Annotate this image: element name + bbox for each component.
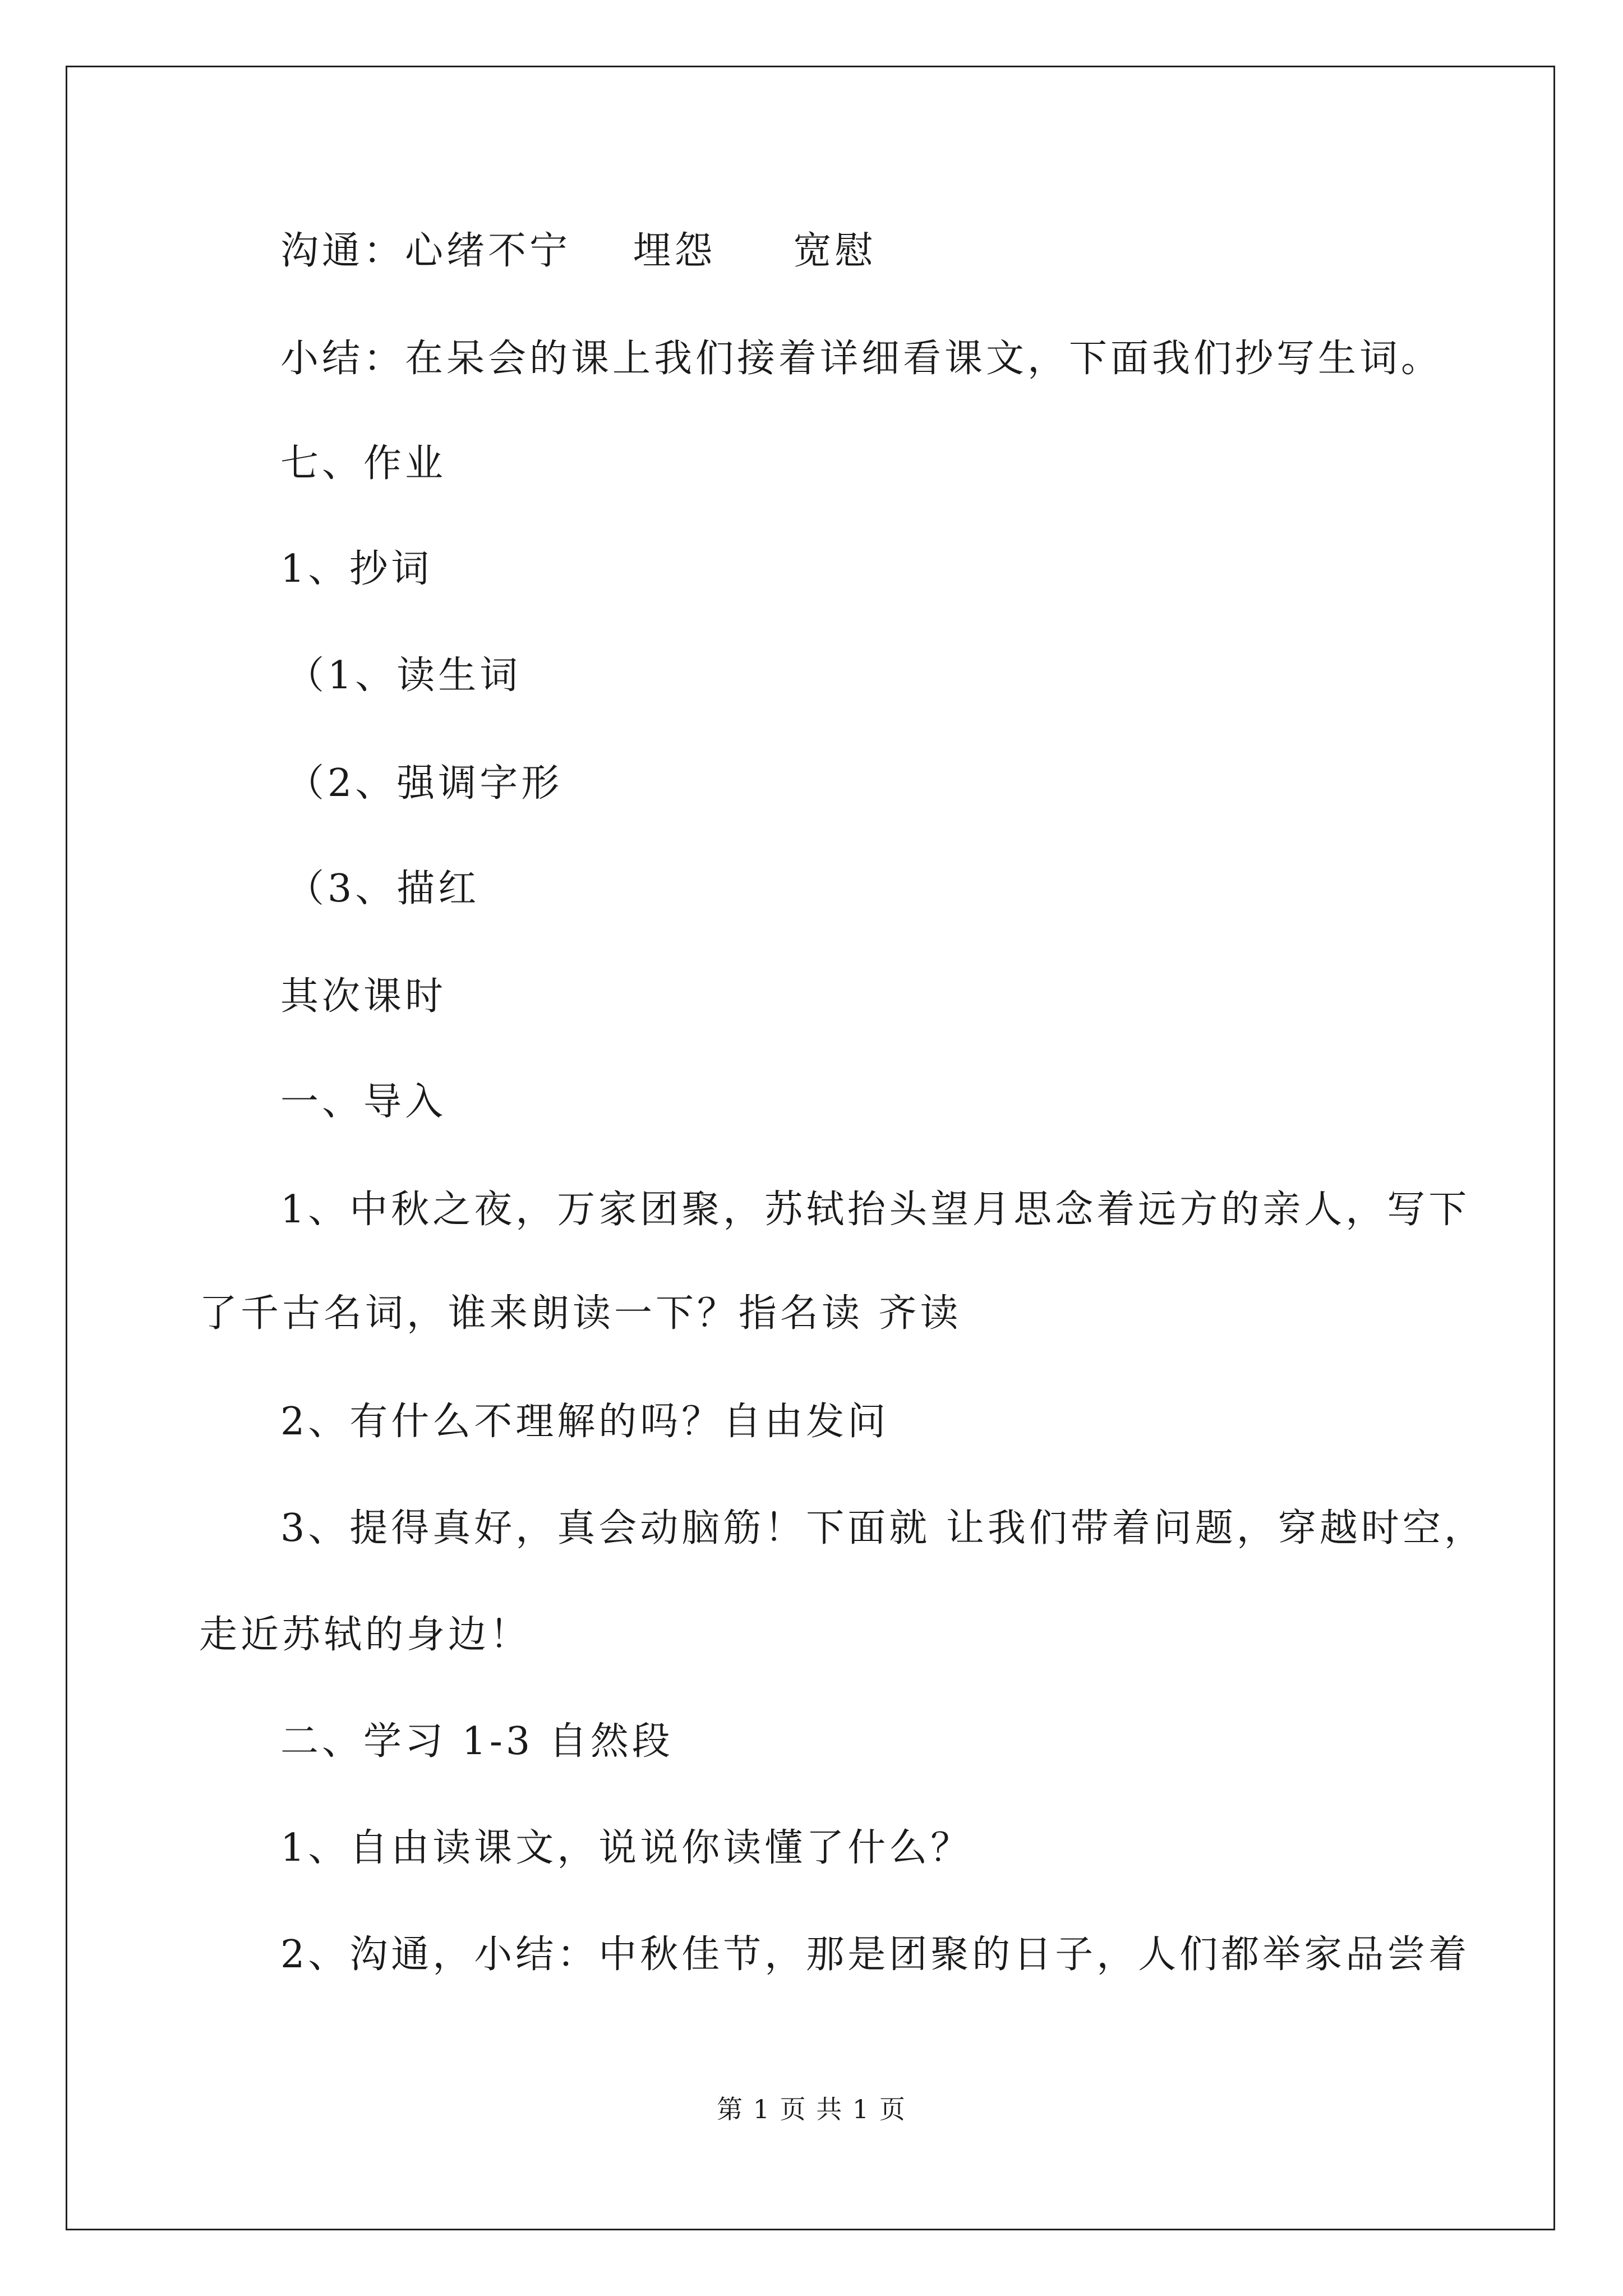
- text-line-15: 二、学习 1-3 自然段: [280, 1719, 674, 1764]
- text-line-10: 1、中秋之夜，万家团聚，苏轼抬头望月思念着远方的亲人，写下: [280, 1188, 1470, 1232]
- text-line-8: 其次课时: [280, 974, 447, 1019]
- text-line-17: 2、沟通，小结：中秋佳节，那是团聚的日子，人们都举家品尝着: [280, 1932, 1470, 1977]
- text-line-2: 小结：在呆会的课上我们接着详细看课文，下面我们抄写生词。: [280, 337, 1443, 381]
- text-line-16: 1、自由读课文，说说你读懂了什么？: [280, 1826, 972, 1870]
- text-line-7: （3、描红: [286, 867, 480, 911]
- text-line-5: （1、读生词: [286, 654, 522, 698]
- text-line-1: 沟通：心绪不宁 埋怨 宽慰: [280, 229, 877, 273]
- text-line-11: 了千古名词，谁来朗读一下？指名读 齐读: [199, 1291, 962, 1336]
- text-line-6: （2、强调字形: [286, 761, 563, 806]
- page-border: [66, 66, 1555, 2230]
- text-line-9: 一、导入: [280, 1080, 447, 1124]
- text-line-3: 七、作业: [280, 441, 447, 486]
- text-line-4: 1、抄词: [280, 547, 433, 591]
- text-line-13: 3、提得真好，真会动脑筋！下面就 让我们带着问题，穿越时空，: [280, 1506, 1486, 1550]
- text-line-12: 2、有什么不理解的吗？自由发问: [280, 1400, 889, 1444]
- page-footer: 第 1 页 共 1 页: [717, 2094, 906, 2124]
- text-line-14: 走近苏轼的身边！: [199, 1613, 532, 1657]
